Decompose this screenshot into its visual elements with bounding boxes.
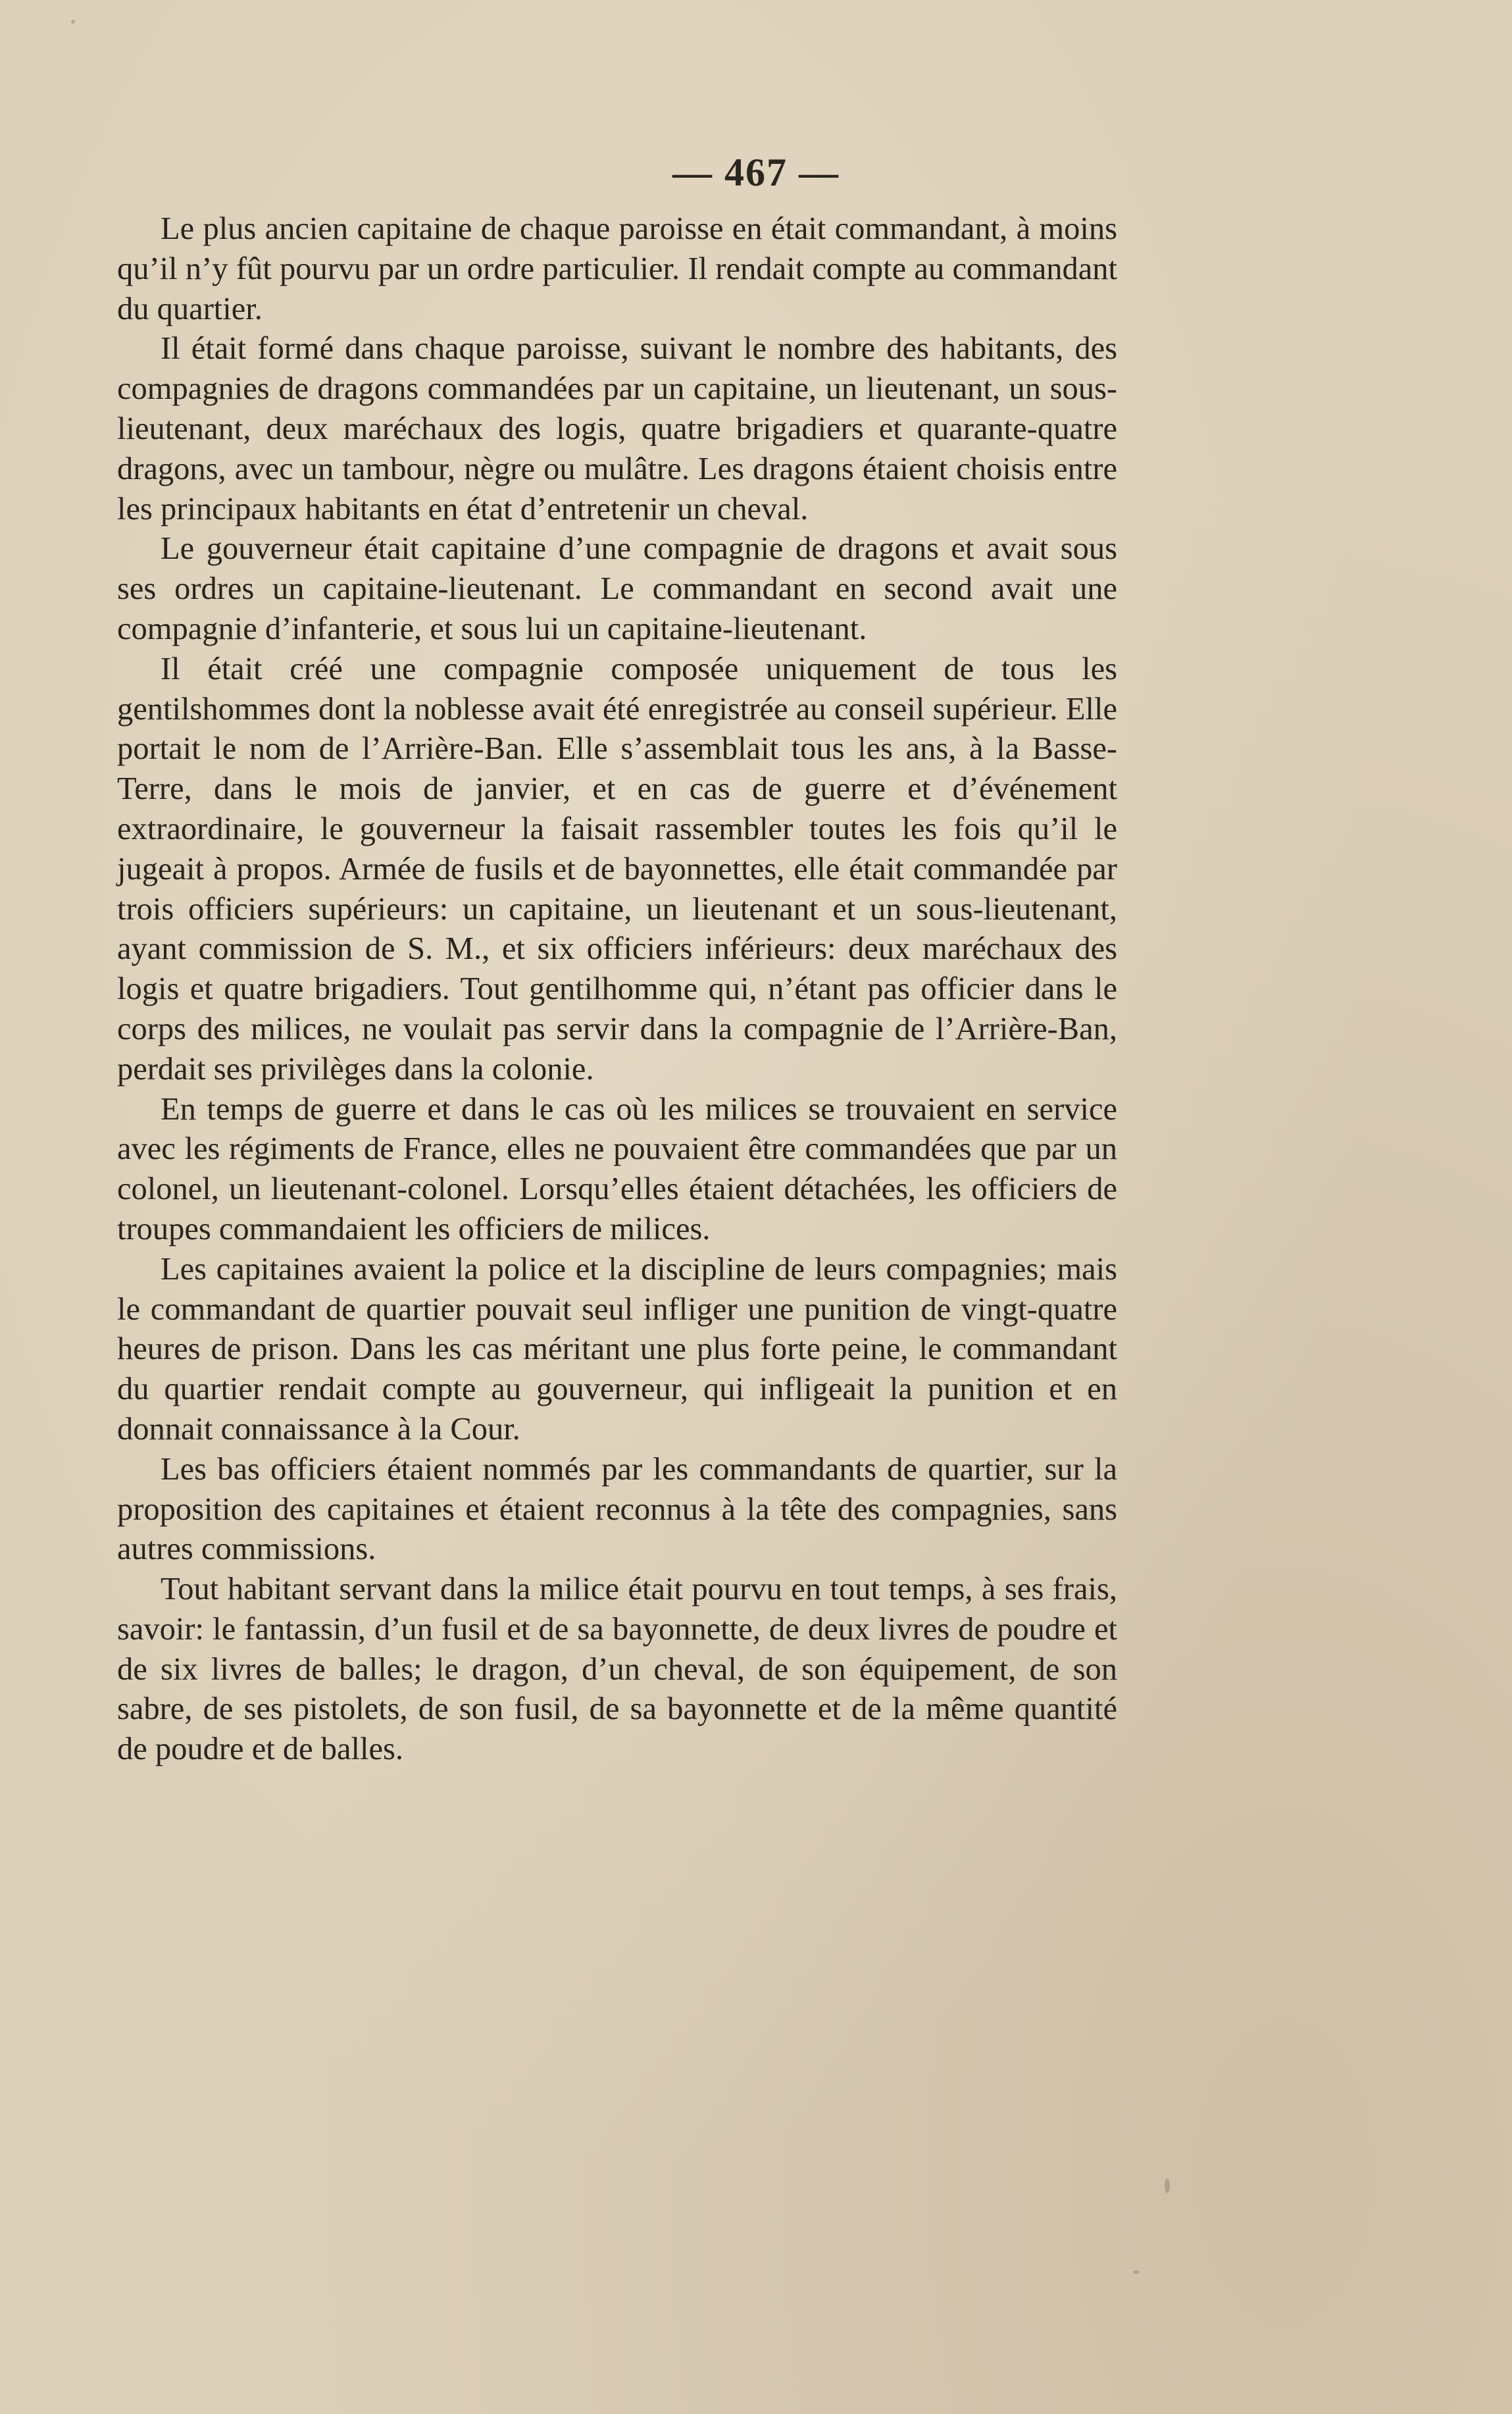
page-number: — 467 — xyxy=(672,151,840,194)
body-text xyxy=(117,209,1117,1770)
paragraph-5: En temps de guerre et dans le cas où les milices se trouvaient en service avec les régiments de France, elles ne pouvaient être commandées que par un colonel, un lieutenant-colonel. Lorsqu’elles étaient détachées, les officiers de troupes commandaient les officiers de milices. xyxy=(117,1091,1117,1246)
paragraph-3: Le gouverneur était capitaine d’une compagnie de dragons et avait sous ses ordres un capitaine-lieutenant. Le commandant en second avait une compagnie d’infanterie, et sous lui un capitaine-lieutenant. xyxy=(117,531,1117,646)
paragraph-1: Le plus ancien capitaine de chaque paroisse en était commandant, à moins qu’il n’y fût pourvu par un ordre particulier. Il rendait compte au commandant du quartier. xyxy=(117,211,1117,326)
paragraph-7: Les bas officiers étaient nommés par les commandants de quartier, sur la proposition des capitaines et étaient reconnus à la tête des compagnies, sans autres commissions. xyxy=(117,1451,1117,1567)
paragraph-2: Il était formé dans chaque paroisse, suivant le nombre des habitants, des compagnies de dragons commandées par un capitaine, un lieutenant, un sous-lieutenant, deux maréchaux des logis, quatre brigadiers et quarante-quatre dragons, avec un tambour, nègre ou mulâtre. Les dragons étaient choisis entre les principaux habitants en état d’entretenir un cheval. xyxy=(117,331,1117,526)
paper-speck xyxy=(71,20,75,24)
paragraph-6: Les capitaines avaient la police et la discipline de leurs compagnies; mais le commandant de quartier pouvait seul infliger une punition de vingt-quatre heures de prison. Dans les cas méritant une plus forte peine, le commandant du quartier rendait compte au gouverneur, qui infligeait la punition et en donnait connaissance à la Cour. xyxy=(117,1251,1117,1447)
paragraph-8: Tout habitant servant dans la milice était pourvu en tout temps, à ses frais, savoir: le fantassin, d’un fusil et de sa bayonnette, de deux livres de poudre et de six livres de balles; le dragon, d’un cheval, de son équipement, de son sabre, de ses pistolets, de son fusil, de sa bayonnette et de la même quantité de poudre et de balles. xyxy=(117,1572,1117,1767)
paper-speck xyxy=(1165,2178,1170,2193)
paragraph-4: Il était créé une compagnie composée uniquement de tous les gentilshommes dont la noblesse avait été enregistrée au conseil supérieur. Elle portait le nom de l’Arrière-Ban. Elle s’assemblait tous les ans, à la Basse-Terre, dans le mois de janvier, et en cas de guerre et d’événement extraordinaire, le gouverneur la faisait rassembler toutes les fois qu’il le jugeait à propos. Armée de fusils et de bayonnettes, elle était commandée par trois officiers supérieurs: un capitaine, un lieutenant et un sous-lieutenant, ayant commission de S. M., et six officiers inférieurs: deux maréchaux des logis et quatre brigadiers. Tout gentilhomme qui, n’étant pas officier dans le corps des milices, ne voulait pas servir dans la compagnie de l’Arrière-Ban, perdait ses privilèges dans la colonie. xyxy=(117,651,1117,1087)
paper-speck xyxy=(1133,2271,1140,2274)
